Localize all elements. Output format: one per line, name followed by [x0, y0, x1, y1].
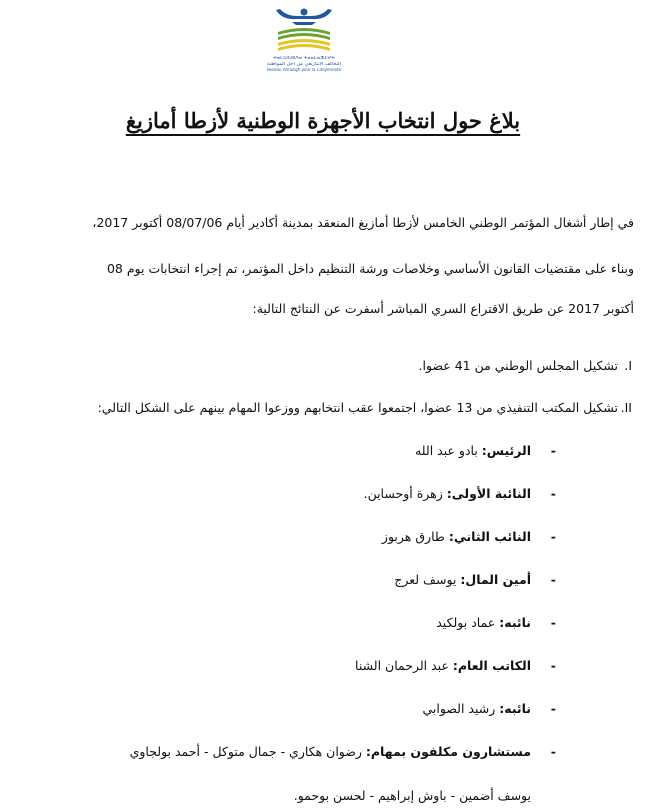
member-name: زهرة أوحساين.: [363, 486, 447, 501]
bullet-dash: -: [550, 443, 556, 458]
list-item: [0, 615, 646, 635]
member-role: الكاتب العام:: [452, 658, 531, 673]
member-role: أمين المال:: [460, 572, 531, 587]
member-role: النائب الثاني:: [448, 529, 531, 544]
logo-tifinagh-text: ⵜⴰⵎⵙⵙⵓⴷⴰ ⵜⴰⴰⵎⴰⵣⵉⵖⵜ: [273, 56, 335, 61]
intro-line-1: في إطار أشغال المؤتمر الوطني الخامس لأزطا أمازيغ المنعقد بمدينة أكادير أيام 08/07/06 أكتوبر 2017،: [92, 215, 634, 230]
member-role: مستشارون مكلفون بمهام:: [365, 744, 531, 759]
logo-french-text: Réseau Amazigh pour la Citoyenneté: [266, 68, 342, 72]
list-item: [0, 443, 646, 463]
page-title: بلاغ حول انتخاب الأجهزة الوطنية لأزطا أمازيغ: [125, 108, 521, 133]
section-text: تشكيل المكتب التنفيذي من 13 عضوا، اجتمعوا عقب انتخابهم ووزعوا المهام بينهم على الشكل التالي:: [97, 400, 618, 415]
member-name: رشيد الصوابي: [422, 701, 500, 716]
list-item: [0, 658, 646, 678]
bullet-dash: -: [550, 701, 556, 716]
bullet-dash: -: [550, 744, 556, 759]
member-role: الرئيس:: [481, 443, 531, 458]
list-item: [0, 744, 646, 764]
section-number: I.: [624, 358, 632, 373]
bullet-dash: -: [550, 615, 556, 630]
organization-logo: [262, 6, 346, 74]
logo-arabic-text: التحالف الأمازيغي من أجل المواطنة: [267, 62, 341, 67]
bullet-dash: -: [550, 529, 556, 544]
member-name: رضوان هكاري - جمال متوكل - أحمد بولجاوي: [129, 744, 366, 759]
member-role: نائبه:: [499, 701, 531, 716]
section-number: II.: [620, 400, 632, 415]
section-national-council: [0, 358, 646, 376]
members-continuation: يوسف أضمين - باوش إبراهيم - لحسن بوحمو.: [293, 788, 531, 803]
member-name: طارق هربوز: [381, 529, 449, 544]
intro-line-3: أكتوبر 2017 عن طريق الاقتراع السري المباشر أسفرت عن النتائج التالية:: [252, 301, 634, 316]
member-name: عماد بولكيد: [436, 615, 500, 630]
logo-emblem-icon: [262, 6, 346, 56]
bullet-dash: -: [550, 658, 556, 673]
member-role: النائبة الأولى:: [446, 486, 531, 501]
list-item: [0, 701, 646, 721]
bullet-dash: -: [550, 486, 556, 501]
list-item: [0, 529, 646, 549]
section-executive-bureau: [0, 400, 646, 418]
intro-line-2: وبناء على مقتضيات القانون الأساسي وخلاصات ورشة التنظيم داخل المؤتمر، تم إجراء انتخابات يوم 08: [106, 261, 634, 276]
member-role: نائبه:: [499, 615, 531, 630]
list-item: [0, 572, 646, 592]
member-name: يوسف لعرج: [394, 572, 461, 587]
list-item: [0, 486, 646, 506]
member-name: عبد الرحمان الشنا: [355, 658, 453, 673]
section-text: تشكيل المجلس الوطني من 41 عضوا.: [418, 358, 618, 373]
member-name: بادو عبد الله: [415, 443, 482, 458]
bullet-dash: -: [550, 572, 556, 587]
